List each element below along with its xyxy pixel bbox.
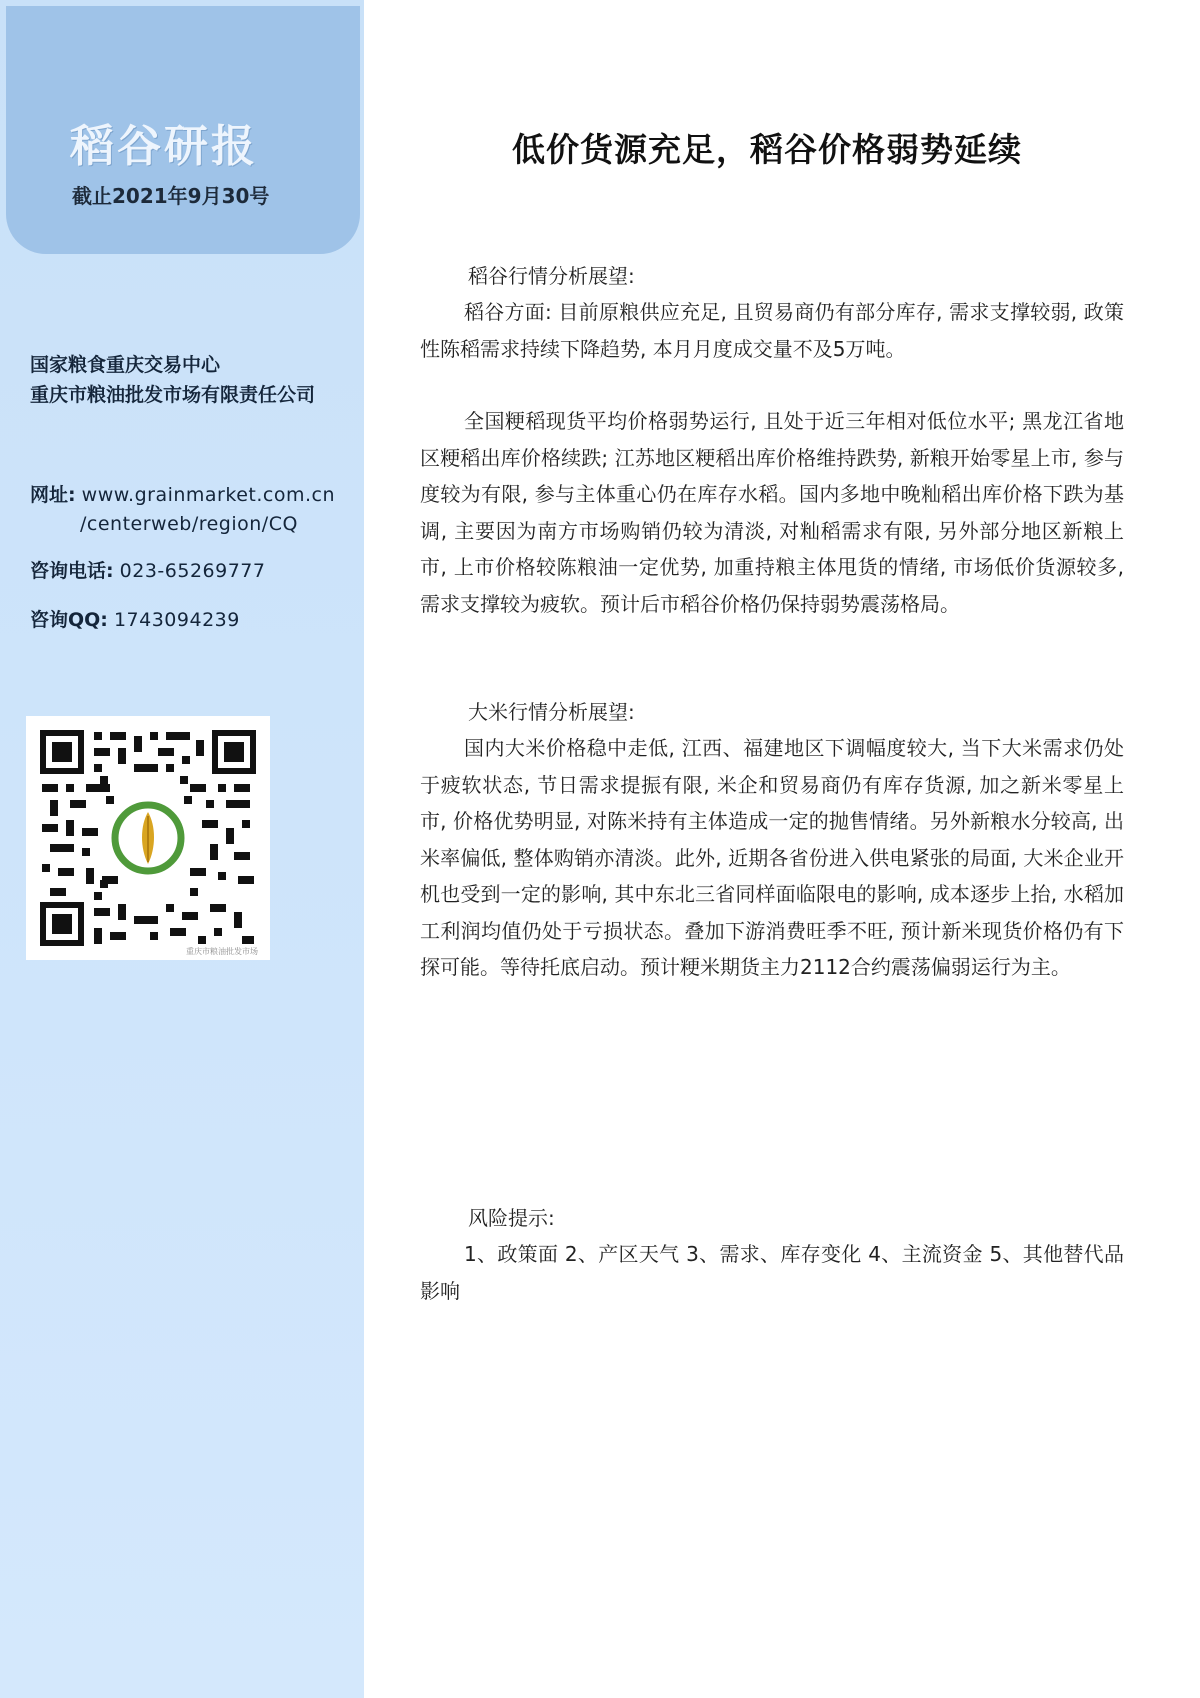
phone-number: 023-65269777 [119, 560, 266, 582]
website-url-line2 [80, 513, 298, 535]
qq-number: 1743094239 [113, 609, 240, 631]
organization-names [30, 350, 315, 410]
paragraph: 稻谷方面: 目前原粮供应充足, 且贸易商仍有部分库存, 需求支撑较弱, 政策性陈稻需求持续下降趋势, 本月月度成交量不及5万吨。 [420, 300, 1124, 361]
section-paddy-analysis [420, 258, 1124, 622]
paragraph: 国内大米价格稳中走低, 江西、福建地区下调幅度较大, 当下大米需求仍处于疲软状态, 节日需求提振有限, 米企和贸易商仍有库存货源, 加之新米零星上市, 价格优势明显, 对陈米持有主体造成一定的抛售情绪。另外新粮水分较高, 出米率偏低, 整体购销亦清淡。此外, 近期各省份进入供电紧张的局面, 大米企业开机也受到一定的影响, 其中东北三省同样面临限电的影响, 成本逐步上抬, 水稻加工利润均值仍处于亏损状态。叠加下游消费旺季不旺, 预计新米现货价格仍有下探可能。等待托底启动。预计粳米期货主力2112合约震荡偏弱运行为主。 [420, 736, 1124, 979]
phone-label: 咨询电话: [30, 560, 114, 582]
website-url[interactable]: www.grainmarket.com.cn [81, 484, 335, 506]
sidebar [0, 0, 364, 1698]
brand-title: 稻谷研报 [70, 121, 258, 172]
page-title: 低价货源充足，稻谷价格弱势延续 [512, 130, 1022, 169]
paragraph: 1、政策面 2、产区天气 3、需求、库存变化 4、主流资金 5、其他替代品影响 [420, 1242, 1124, 1303]
section-rice-analysis [420, 694, 1124, 986]
qq-contact [30, 605, 240, 632]
section-heading: 风险提示: [468, 1206, 555, 1230]
organization-name-2: 重庆市粮油批发市场有限责任公司 [30, 384, 316, 406]
phone-contact [30, 556, 265, 583]
website-contact [30, 480, 335, 507]
qr-caption: 重庆市粮油批发市场 [186, 947, 258, 956]
qr-code [26, 716, 270, 960]
website-label: 网址: [30, 484, 76, 506]
section-heading: 大米行情分析展望: [468, 700, 635, 724]
organization-name-1: 国家粮食重庆交易中心 [30, 354, 221, 376]
section-heading: 稻谷行情分析展望: [468, 264, 635, 288]
qr-code-graphic [40, 730, 256, 946]
qq-label: 咨询QQ: [30, 609, 108, 631]
paragraph: 全国粳稻现货平均价格弱势运行, 且处于近三年相对低位水平; 黑龙江省地区粳稻出库价格续跌; 江苏地区粳稻出库价格维持跌势, 新粮开始零星上市, 参与度较为有限, 参与主体重心仍在库存水稻。国内多地中晚籼稻出库价格下跌为基调, 主要因为南方市场购销仍较为清淡, 对籼稻需求有限, 另外部分地区新粮上市, 上市价格较陈粮油一定优势, 加重持粮主体甩货的情绪, 市场低价货源较多, 需求支撑较为疲软。预计后市稻谷价格仍保持弱势震荡格局。 [420, 409, 1124, 616]
report-date: 截止2021年9月30号 [72, 184, 270, 208]
section-risk-notice [420, 1200, 1124, 1309]
website-url-path[interactable]: /centerweb/region/CQ [80, 513, 298, 535]
